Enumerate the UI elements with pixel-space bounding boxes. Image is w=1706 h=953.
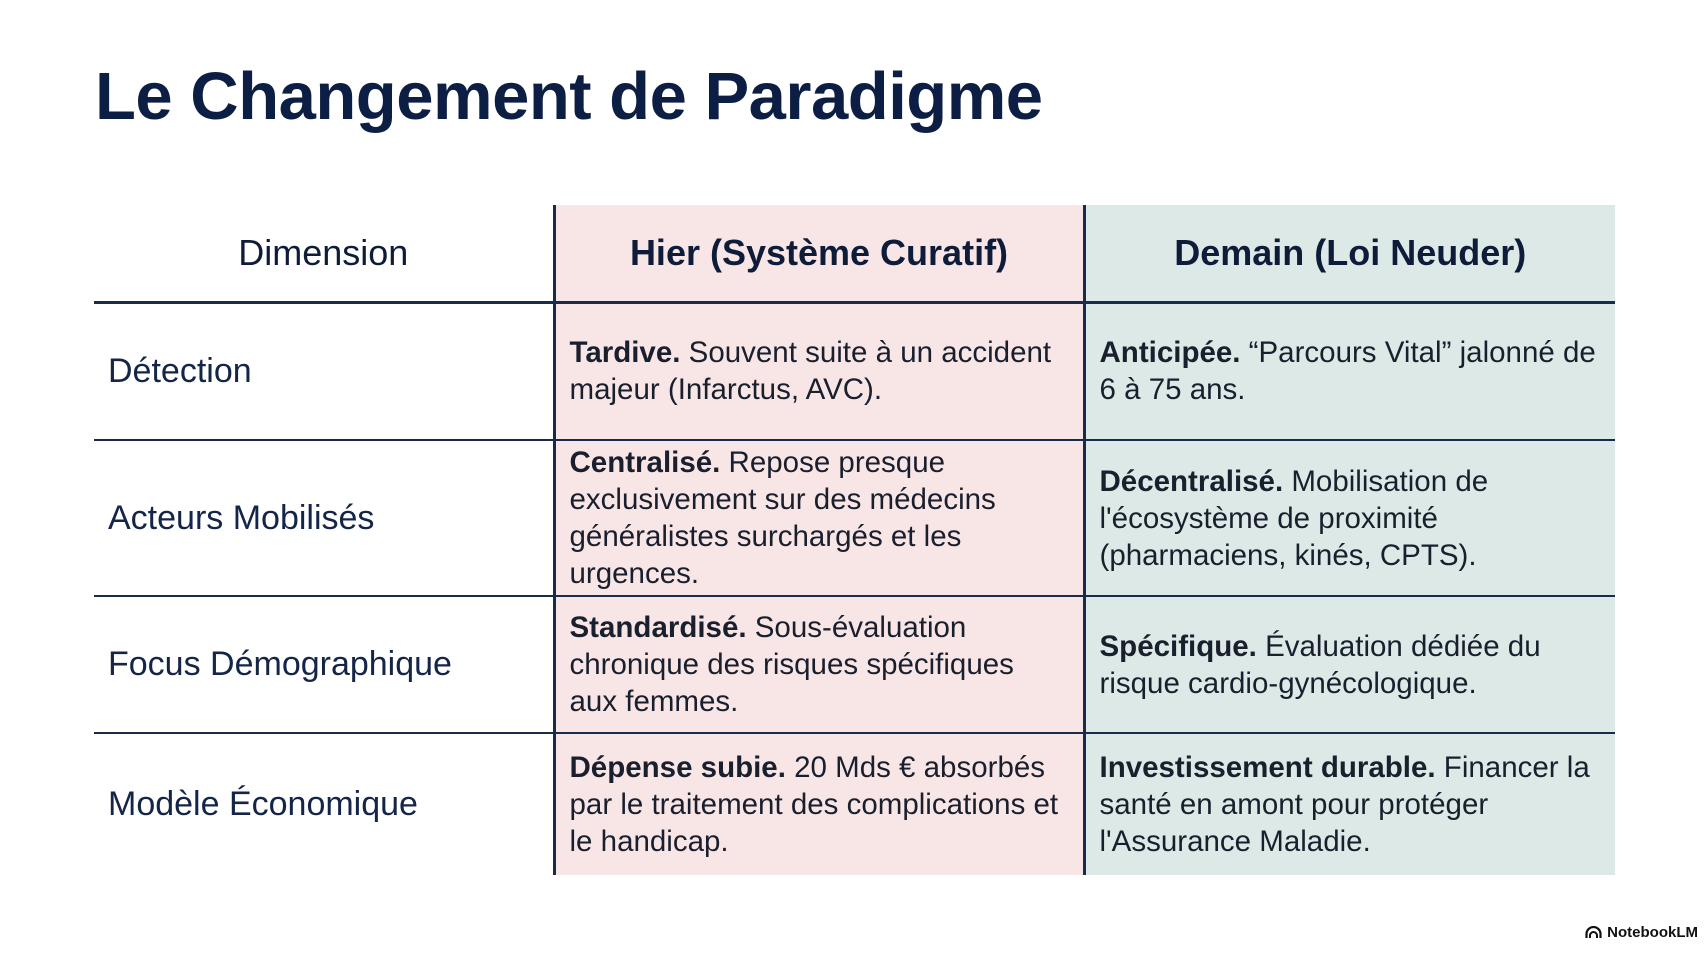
yesterday-text: Repose presque exclusivement sur des médecins généralistes surchargés et les urgences. bbox=[569, 446, 996, 590]
yesterday-lead: Centralisé. bbox=[569, 446, 721, 479]
tomorrow-lead: Spécifique. bbox=[1099, 629, 1257, 663]
yesterday-lead: Tardive. bbox=[569, 336, 681, 370]
comparison-table bbox=[94, 205, 1615, 875]
row-yesterday-cell bbox=[554, 440, 1084, 596]
row-dimension: Modèle Économique bbox=[94, 733, 554, 875]
table-row bbox=[94, 440, 1615, 596]
tomorrow-text: Mobilisation de l'écosystème de proximité (pharmaciens, kinés, CPTS). bbox=[1099, 464, 1489, 572]
page-title: Le Changement de Paradigme bbox=[95, 59, 1043, 134]
header-yesterday: Hier (Système Curatif) bbox=[554, 205, 1084, 302]
table-row bbox=[94, 302, 1615, 440]
row-dimension: Détection bbox=[94, 302, 554, 440]
notebooklm-branding bbox=[1585, 924, 1698, 941]
yesterday-lead: Standardisé. bbox=[569, 611, 747, 644]
row-tomorrow-cell bbox=[1084, 596, 1615, 733]
row-dimension: Acteurs Mobilisés bbox=[94, 440, 554, 596]
header-dimension: Dimension bbox=[94, 205, 554, 302]
row-dimension: Focus Démographique bbox=[94, 596, 554, 733]
row-yesterday-cell bbox=[554, 596, 1084, 733]
tomorrow-text: Évaluation dédiée du risque cardio-gynécologique. bbox=[1099, 629, 1541, 700]
tomorrow-text: “Parcours Vital” jalonné de 6 à 75 ans. bbox=[1099, 336, 1596, 407]
tomorrow-lead: Investissement durable. bbox=[1099, 751, 1436, 784]
notebooklm-logo-icon bbox=[1585, 926, 1602, 939]
table-row bbox=[94, 596, 1615, 733]
brand-label: NotebookLM bbox=[1607, 924, 1698, 941]
comparison-table-container bbox=[94, 205, 1615, 875]
row-tomorrow-cell bbox=[1084, 302, 1615, 440]
yesterday-text: Souvent suite à un accident majeur (Infarctus, AVC). bbox=[569, 336, 1052, 407]
row-tomorrow-cell bbox=[1084, 733, 1615, 875]
tomorrow-lead: Décentralisé. bbox=[1099, 464, 1284, 498]
yesterday-lead: Dépense subie. bbox=[569, 751, 786, 784]
table-header-row bbox=[94, 205, 1615, 302]
row-tomorrow-cell bbox=[1084, 440, 1615, 596]
yesterday-text: Sous-évaluation chronique des risques spécifiques aux femmes. bbox=[569, 611, 1014, 718]
header-tomorrow: Demain (Loi Neuder) bbox=[1084, 205, 1615, 302]
table-row bbox=[94, 733, 1615, 875]
tomorrow-lead: Anticipée. bbox=[1099, 336, 1241, 370]
row-yesterday-cell bbox=[554, 302, 1084, 440]
row-yesterday-cell bbox=[554, 733, 1084, 875]
yesterday-text: 20 Mds € absorbés par le traitement des complications et le handicap. bbox=[569, 751, 1059, 858]
tomorrow-text: Financer la santé en amont pour protéger l'Assurance Maladie. bbox=[1099, 751, 1590, 858]
